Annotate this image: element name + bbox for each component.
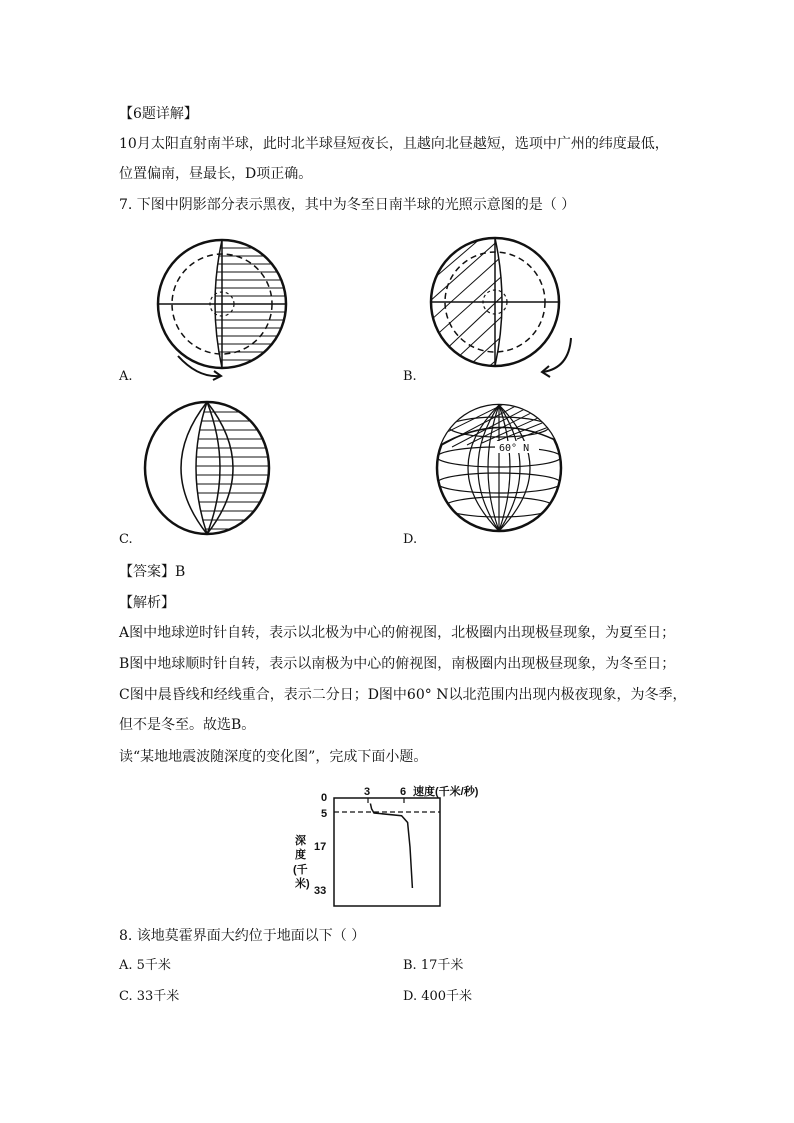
x-tick-label-3: 3 [364, 786, 371, 798]
x-tick-label-6: 6 [400, 786, 407, 798]
globe-d-latitude-label: 60° N [499, 443, 530, 454]
velocity-curve [370, 804, 412, 889]
option-d-label: D. [403, 532, 418, 547]
question-7-stem: 7. 下图中阴影部分表示黑夜，其中为冬至日南半球的光照示意图的是（ ） [119, 197, 576, 213]
y-tick-label-5: 5 [321, 808, 328, 820]
answer-line: 【答案】B [119, 564, 186, 580]
y-axis-title-4: 米) [295, 878, 310, 890]
y-tick-label-33: 33 [314, 885, 327, 897]
q8-option-c: C. 33千米 [119, 989, 180, 1004]
q8-option-b: B. 17千米 [403, 958, 464, 973]
q8-option-d: D. 400千米 [403, 989, 473, 1004]
globe-c-diagram [145, 402, 275, 542]
chart-intro: 读“某地地震波随深度的变化图”，完成下面小题。 [119, 749, 428, 765]
section-header: 【6题详解】 [119, 106, 198, 122]
q8-option-a: A. 5千米 [119, 958, 171, 973]
x-axis-title: 速度(千米/秒) [413, 786, 479, 798]
y-axis-title-1: 深 [295, 835, 306, 847]
y-tick-label-17: 17 [314, 841, 327, 853]
explanation-line-2: 位置偏南，昼最长，D项正确。 [119, 166, 313, 182]
option-c-label: C. [119, 532, 133, 547]
option-b-label: B. [403, 369, 417, 384]
explanation-line-1: 10月太阳直射南半球，此时北半球昼短夜长，且越向北昼越短，选项中广州的纬度最低， [119, 136, 669, 152]
globe-a-diagram [148, 240, 298, 380]
option-a-label: A. [119, 369, 133, 384]
y-axis-title-3: (千 [293, 864, 308, 876]
analysis-line-4: 但不是冬至。故选B。 [119, 717, 256, 733]
y-axis-title-2: 度 [295, 849, 306, 861]
analysis-title: 【解析】 [119, 595, 175, 611]
analysis-line-3: C图中晨昏线和经线重合，表示二分日；D图中60° N以北范围内出现内极夜现象，为冬季， [119, 687, 687, 703]
globe-b-diagram [431, 238, 581, 378]
analysis-line-2: B图中地球顺时针自转，表示以南极为中心的俯视图，南极圈内出现极昼现象，为冬至日； [119, 656, 676, 672]
seismic-wave-chart [290, 780, 510, 910]
question-8-stem: 8. 该地莫霍界面大约位于地面以下（ ） [119, 928, 366, 944]
analysis-line-1: A图中地球逆时针自转，表示以北极为中心的俯视图，北极圈内出现极昼现象，为夏至日； [119, 625, 676, 641]
globe-d-diagram [437, 405, 567, 535]
y-tick-label-0: 0 [321, 792, 328, 804]
